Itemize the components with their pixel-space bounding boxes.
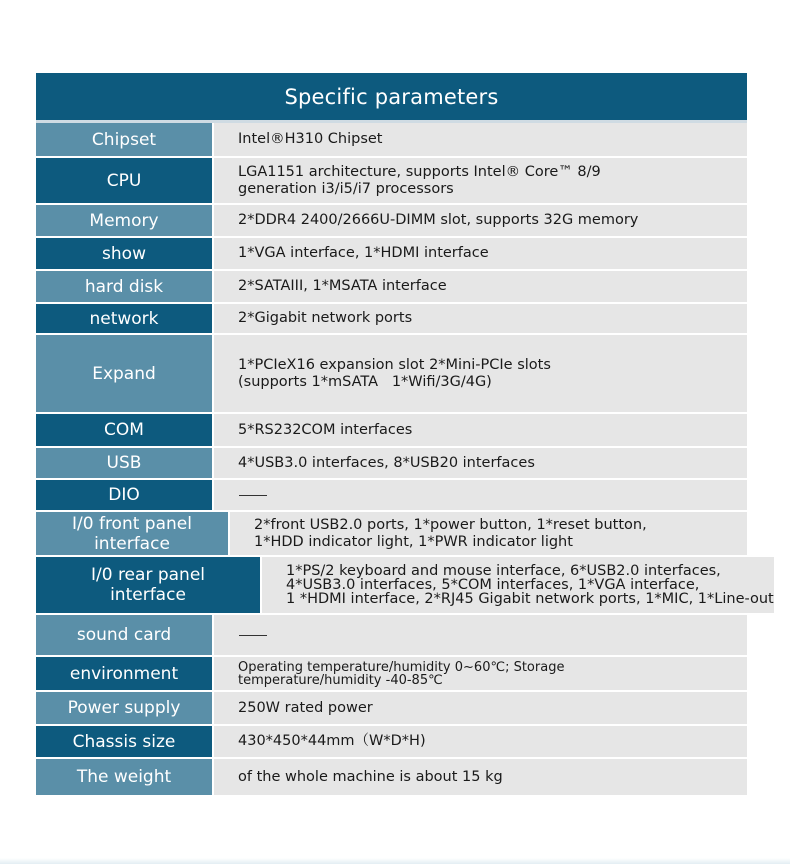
- row-value: 1*VGA interface, 1*HDMI interface: [212, 238, 747, 269]
- table-row: [36, 692, 747, 726]
- table-row: [36, 512, 747, 557]
- row-label: network: [36, 304, 212, 333]
- row-label: The weight: [36, 759, 212, 795]
- row-label: Memory: [36, 205, 212, 236]
- row-value: 2*DDR4 2400/2666U-DIMM slot, supports 32G memory: [212, 205, 747, 236]
- table-row: [36, 205, 747, 238]
- table-row: [36, 557, 774, 615]
- table-title: Specific parameters: [36, 73, 747, 123]
- row-label: I/0 rear panel interface: [36, 557, 260, 613]
- row-value: 2*SATAIII, 1*MSATA interface: [212, 271, 747, 302]
- row-value: 5*RS232COM interfaces: [212, 414, 747, 446]
- empty-dash: [239, 635, 267, 636]
- row-value: LGA1151 architecture, supports Intel® Core™ 8/9 generation i3/i5/i7 processors: [212, 158, 747, 203]
- row-label: USB: [36, 448, 212, 478]
- row-label: show: [36, 238, 212, 269]
- row-label: Chassis size: [36, 726, 212, 757]
- table-row: [36, 335, 747, 414]
- row-label: Expand: [36, 335, 212, 412]
- row-label: COM: [36, 414, 212, 446]
- table-row: [36, 615, 747, 657]
- row-value: 430*450*44mm（W*D*H): [212, 726, 747, 757]
- table-row: [36, 123, 747, 158]
- table-row: [36, 158, 747, 205]
- empty-dash: [239, 495, 267, 496]
- row-label: I/0 front panel interface: [36, 512, 228, 555]
- table-row: [36, 759, 747, 795]
- row-value: Intel®H310 Chipset: [212, 123, 747, 156]
- table-row: [36, 238, 747, 271]
- row-label: Power supply: [36, 692, 212, 724]
- row-value: 4*USB3.0 interfaces, 8*USB20 interfaces: [212, 448, 747, 478]
- row-label: DIO: [36, 480, 212, 510]
- table-row: [36, 657, 747, 692]
- table-row: [36, 480, 747, 512]
- table-row: [36, 414, 747, 448]
- row-value: of the whole machine is about 15 kg: [212, 759, 747, 795]
- table-row: [36, 271, 747, 304]
- row-value: 250W rated power: [212, 692, 747, 724]
- bottom-strip: [0, 858, 790, 864]
- row-label: sound card: [36, 615, 212, 655]
- row-label: environment: [36, 657, 212, 690]
- row-value: 2*Gigabit network ports: [212, 304, 747, 333]
- table-row: [36, 726, 747, 759]
- row-label: CPU: [36, 158, 212, 203]
- spec-table: [36, 73, 774, 795]
- row-value: 1*PCIeX16 expansion slot 2*Mini-PCIe slots (supports 1*mSATA 1*Wifi/3G/4G): [212, 335, 747, 412]
- row-value: 2*front USB2.0 ports, 1*power button, 1*reset button, 1*HDD indicator light, 1*PWR indicator light: [228, 512, 747, 555]
- row-value: [212, 615, 747, 655]
- table-row: [36, 448, 747, 480]
- row-value: [212, 480, 747, 510]
- row-label: hard disk: [36, 271, 212, 302]
- table-row: [36, 304, 747, 335]
- row-value: Operating temperature/humidity 0~60℃; Storage temperature/humidity -40-85℃: [212, 657, 747, 690]
- row-value: 1*PS/2 keyboard and mouse interface, 6*USB2.0 interfaces, 4*USB3.0 interfaces, 5*COM interfaces, 1*VGA interface, 1 *HDMI interface, 2*RJ45 Gigabit network ports, 1*MIC, 1*Line-out: [260, 557, 774, 613]
- row-label: Chipset: [36, 123, 212, 156]
